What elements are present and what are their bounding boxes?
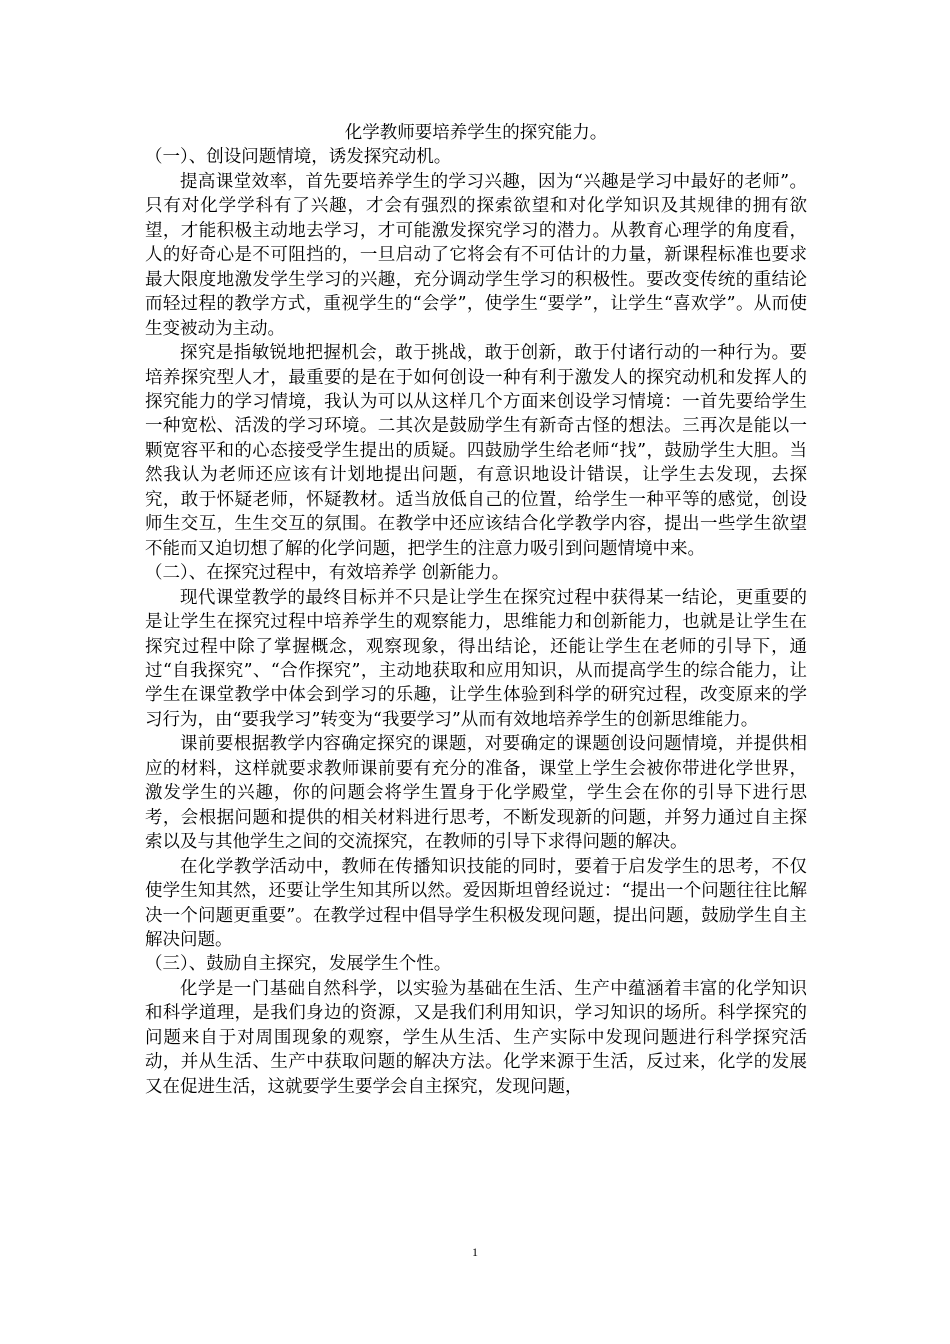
section-heading: （三）、鼓励自主探究，发展学生个性。 (145, 954, 452, 975)
document-title: 化学教师要培养学生的探究能力。 (344, 123, 608, 143)
document-body (145, 121, 807, 1099)
section-1 (145, 145, 807, 561)
page-number: 1 (472, 1245, 478, 1259)
section-heading: （二）、在探究过程中，有效培养学 创新能力。 (145, 563, 510, 584)
section-2 (145, 561, 807, 952)
section-3 (145, 952, 807, 1099)
paragraph: 探究是指敏锐地把握机会，敢于挑战，敢于创新，敢于付诸行动的一种行为。要培养探究型人才，最重要的是在于如何创设一种有利于激发人的探究动机和发挥人的探究能力的学习情境，我认为可以从这样几个方面来创设学习情境：一首先要给学生一种宽松、活泼的学习环境。二其次是鼓励学生有新奇古怪的想法。三再次是能以一颗宽容平和的心态接受学生提出的质疑。四鼓励学生给老师“找”，鼓励学生大胆。当然我认为老师还应该有计划地提出问题，有意识地设计错误，让学生去发现，去探究，敢于怀疑老师，怀疑教材。适当放低自己的位置，给学生一种平等的感觉，创设师生交互，生生交互的氛围。在教学中还应该结合化学教学内容，提出一些学生欲望不能而又迫切想了解的化学问题，把学生的注意力吸引到问题情境中来。 (145, 343, 807, 559)
paragraph: 提高课堂效率，首先要培养学生的学习兴趣，因为“兴趣是学习中最好的老师”。只有对化学学科有了兴趣，才会有强烈的探索欲望和对化学知识及其规律的拥有欲望，才能积极主动地去学习，才可能激发探究学习的潜力。从教育心理学的角度看，人的好奇心是不可阻挡的，一旦启动了它将会有不可估计的力量，新课程标准也要求最大限度地激发学生学习的兴趣，充分调动学生学习的积极性。要改变传统的重结论而轻过程的教学方式，重视学生的“会学”，使学生“要学”，让学生“喜欢学”。从而使 生变被动为主动。 (145, 171, 807, 339)
paragraph: 现代课堂教学的最终目标并不只是让学生在探究过程中获得某一结论，更重要的是让学生在探究过程中培养学生的观察能力，思维能力和创新能力，也就是让学生在探究过程中除了掌握概念，观察现象，得出结论，还能让学生在老师的引导下，通过“自我探究”、“合作探究”，主动地获取和应用知识，从而提高学生的综合能力，让学生在课堂教学中体会到学习的乐趣，让学生体验到科学的研究过程，改变原来的学习行为，由“要我学习”转变为“我要学习”从而有效地培养学生的创新思维能力。 (145, 587, 807, 730)
section-heading: （一）、创设问题情境，诱发探究动机。 (145, 147, 452, 168)
paragraph: 课前要根据教学内容确定探究的课题，对要确定的课题创设问题情境，并提供相应的材料，这样就要求教师课前要有充分的准备，课堂上学生会被你带进化学世界，激发学生的兴趣，你的问题会将学生置身于化学殿堂，学生会在你的引导下进行思考，会根据问题和提供的相关材料进行思考，不断发现新的问题，并努力通过自主探索以及与其他学生之间的交流探究，在教师的引导下求得问题的解决。 (145, 734, 807, 853)
paragraph: 化学是一门基础自然科学，以实验为基础在生活、生产中蕴涵着丰富的化学知识和科学道理，是我们身边的资源，又是我们利用知识，学习知识的场所。科学探究的问题来自于对周围现象的观察，学生从生活、生产实际中发现问题进行科学探究活动，并从生活、生产中获取问题的解决方法。化学来源于生活，反过来，化学的发展又在促进生活，这就要学生要学会自主探究，发现问题， (145, 978, 807, 1097)
paragraph: 在化学教学活动中，教师在传播知识技能的同时，要着于启发学生的思考，不仅使学生知其然，还要让学生知其所以然。爱因斯坦曾经说过：“提出一个问题往往比解决一个问题更重要”。在教学过程中倡导学生积极发现问题，提出问题，鼓励学生自主解决问题。 (145, 856, 807, 950)
